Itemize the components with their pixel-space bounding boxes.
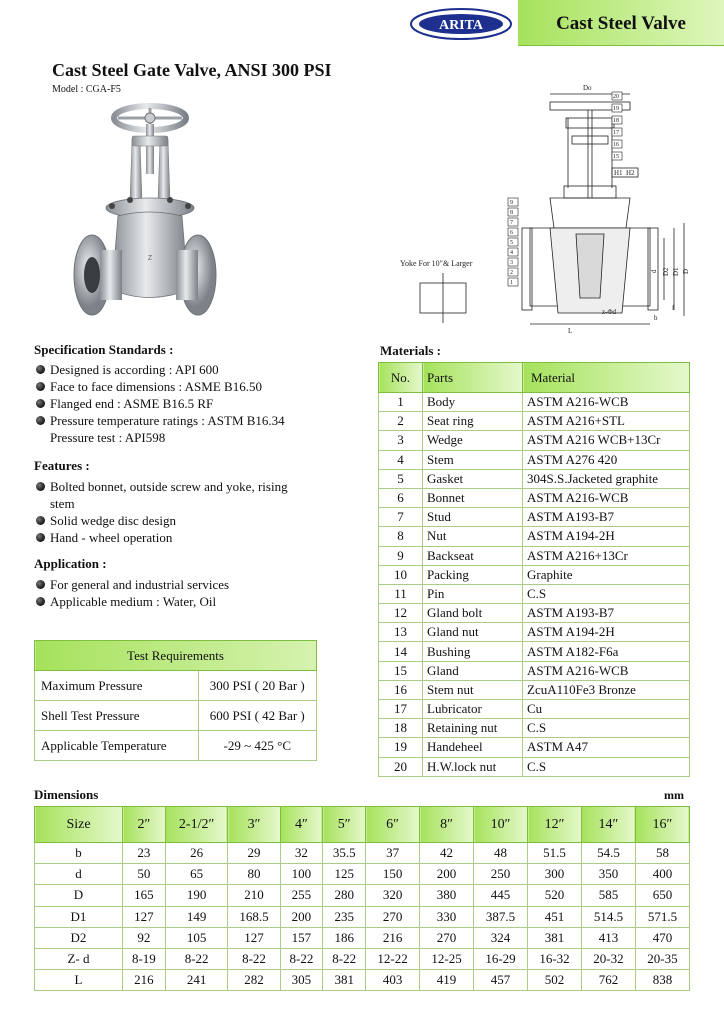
table-row: [379, 546, 690, 565]
header-band: [518, 0, 724, 46]
materials-cell-no: 3: [379, 431, 423, 450]
dimensions-cell: 8-22: [165, 948, 228, 969]
dimensions-cell: 270: [366, 906, 420, 927]
table-row: [379, 488, 690, 507]
table-row: [35, 948, 690, 969]
dimensions-cell: b: [35, 843, 123, 864]
dimensions-cell: 12-25: [420, 948, 474, 969]
bullet-icon: [36, 516, 45, 525]
dimensions-cell: 320: [366, 885, 420, 906]
materials-cell-no: 20: [379, 757, 423, 776]
dimensions-cell: D2: [35, 927, 123, 948]
materials-cell-part: Gland: [423, 661, 523, 680]
dimensions-cell: 330: [420, 906, 474, 927]
materials-cell-material: C.S: [523, 584, 690, 603]
dimensions-cell: 305: [280, 970, 323, 991]
dimensions-cell: 241: [165, 970, 228, 991]
valve-photo: [70, 100, 220, 330]
materials-cell-no: 8: [379, 527, 423, 546]
label-h1: H1: [614, 169, 623, 177]
dimensions-cell: D1: [35, 906, 123, 927]
svg-text:19: 19: [613, 106, 619, 112]
materials-cell-material: Graphite: [523, 565, 690, 584]
materials-cell-part: Retaining nut: [423, 719, 523, 738]
dimensions-cell: 20-35: [635, 948, 689, 969]
list-item-continuation: stem: [50, 496, 75, 511]
materials-cell-material: ASTM A276 420: [523, 450, 690, 469]
list-item: For general and industrial services: [34, 576, 229, 593]
dimensions-cell: D: [35, 885, 123, 906]
materials-cell-part: Stud: [423, 508, 523, 527]
label-l: L: [568, 327, 573, 335]
table-row: [379, 604, 690, 623]
arita-logo: [410, 8, 512, 40]
dimensions-cell: 350: [581, 864, 635, 885]
dimensions-cell: 413: [581, 927, 635, 948]
table-row: Shell Test Pressure 600 PSI ( 42 Bar ): [35, 701, 317, 731]
materials-cell-no: 19: [379, 738, 423, 757]
features-section: [34, 458, 288, 546]
dimensions-cell: 400: [635, 864, 689, 885]
materials-cell-part: Handeheel: [423, 738, 523, 757]
label-big-d: D: [682, 268, 690, 274]
table-row: [35, 970, 690, 991]
materials-header-no: No.: [379, 363, 423, 393]
dimensions-cell: 381: [323, 970, 366, 991]
dimensions-cell: 100: [280, 864, 323, 885]
dimensions-cell: 92: [123, 927, 166, 948]
dimensions-cell: 255: [280, 885, 323, 906]
specification-list: [34, 361, 285, 446]
dimensions-header-cell: 6″: [366, 807, 420, 843]
materials-table: [378, 362, 690, 777]
table-row: [35, 885, 690, 906]
callouts-left: [508, 198, 518, 286]
list-item: Designed is according : API 600: [34, 361, 285, 378]
dimensions-body: [35, 843, 690, 991]
materials-cell-material: ASTM A47: [523, 738, 690, 757]
materials-cell-part: Packing: [423, 565, 523, 584]
materials-cell-part: Gasket: [423, 469, 523, 488]
table-row: Applicable Temperature -29 ~ 425 °C: [35, 731, 317, 761]
table-row: Maximum Pressure 300 PSI ( 20 Bar ): [35, 671, 317, 701]
dimensions-cell: 250: [474, 864, 528, 885]
materials-cell-no: 9: [379, 546, 423, 565]
dimensions-cell: 300: [528, 864, 582, 885]
header-band-title: Cast Steel Valve: [556, 13, 686, 34]
materials-cell-part: Lubricator: [423, 700, 523, 719]
label-d2: D2: [662, 267, 670, 276]
product-title: Cast Steel Gate Valve, ANSI 300 PSI: [52, 60, 332, 80]
materials-cell-material: ASTM A182-F6a: [523, 642, 690, 661]
materials-cell-part: Wedge: [423, 431, 523, 450]
table-row: [379, 661, 690, 680]
materials-cell-part: Gland bolt: [423, 604, 523, 623]
label-d: d: [650, 269, 658, 273]
materials-cell-material: ASTM A216 WCB+13Cr: [523, 431, 690, 450]
materials-cell-part: Gland nut: [423, 623, 523, 642]
dimensions-header-cell: 5″: [323, 807, 366, 843]
dimensions-cell: 387.5: [474, 906, 528, 927]
specification-title: Specification Standards :: [34, 342, 174, 357]
dimensions-cell: 20-32: [581, 948, 635, 969]
dimensions-cell: 105: [165, 927, 228, 948]
dimensions-table: [34, 806, 690, 991]
dimensions-cell: 200: [280, 906, 323, 927]
dimensions-cell: 8-22: [323, 948, 366, 969]
dimensions-cell: 168.5: [228, 906, 280, 927]
dimensions-cell: Z- d: [35, 948, 123, 969]
application-list: [34, 576, 229, 610]
materials-header-material: Material: [523, 363, 690, 393]
dimensions-header-cell: 3″: [228, 807, 280, 843]
features-title: Features :: [34, 458, 90, 473]
application-title: Application :: [34, 556, 107, 571]
label-z-d: z-Φd: [602, 308, 617, 316]
table-row: [379, 757, 690, 776]
dimensions-cell: 16-32: [528, 948, 582, 969]
specification-section: [34, 342, 285, 446]
dimensions-cell: 26: [165, 843, 228, 864]
list-item: Hand - wheel operation: [34, 529, 288, 546]
label-h2: H2: [626, 169, 635, 177]
dimensions-title: Dimensions: [34, 787, 99, 802]
table-row: [35, 864, 690, 885]
materials-cell-material: ASTM A194-2H: [523, 527, 690, 546]
svg-text:9: 9: [510, 200, 513, 206]
dimensions-cell: 8-19: [123, 948, 166, 969]
dimensions-cell: 419: [420, 970, 474, 991]
materials-cell-part: Seat ring: [423, 412, 523, 431]
svg-text:20: 20: [613, 94, 619, 100]
materials-cell-no: 1: [379, 393, 423, 412]
svg-text:7: 7: [510, 220, 513, 226]
list-item: Flanged end : ASME B16.5 RF: [34, 395, 285, 412]
dimensions-cell: 8-22: [280, 948, 323, 969]
bullet-icon: [36, 580, 45, 589]
dimensions-cell: 165: [123, 885, 166, 906]
svg-text:6: 6: [510, 230, 513, 236]
dimensions-cell: 157: [280, 927, 323, 948]
table-row: [379, 393, 690, 412]
dimensions-cell: 16-29: [474, 948, 528, 969]
dimensions-cell: 42: [420, 843, 474, 864]
table-row: [379, 469, 690, 488]
dimensions-cell: 520: [528, 885, 582, 906]
materials-cell-material: 304S.S.Jacketed graphite: [523, 469, 690, 488]
materials-cell-material: ASTM A216+13Cr: [523, 546, 690, 565]
materials-body: [379, 393, 690, 777]
dimensions-cell: d: [35, 864, 123, 885]
dimensions-header-cell: 2-1/2″: [165, 807, 228, 843]
dimensions-cell: 58: [635, 843, 689, 864]
dimensions-cell: 451: [528, 906, 582, 927]
svg-text:3: 3: [510, 260, 513, 266]
materials-cell-no: 16: [379, 680, 423, 699]
model-number: Model : CGA-F5: [52, 84, 121, 95]
dimensions-cell: 65: [165, 864, 228, 885]
bullet-icon: [36, 382, 45, 391]
dimensions-cell: 186: [323, 927, 366, 948]
dimensions-unit: mm: [664, 788, 684, 802]
label-f: f: [672, 304, 675, 312]
table-row: [35, 843, 690, 864]
materials-cell-no: 15: [379, 661, 423, 680]
dimensions-cell: 470: [635, 927, 689, 948]
dimensions-cell: L: [35, 970, 123, 991]
materials-cell-no: 7: [379, 508, 423, 527]
dimensions-cell: 210: [228, 885, 280, 906]
test-requirements-title: Test Requirements: [35, 641, 317, 671]
dimensions-cell: 127: [123, 906, 166, 927]
materials-cell-material: ASTM A194-2H: [523, 623, 690, 642]
dimensions-cell: 50: [123, 864, 166, 885]
table-row: [379, 738, 690, 757]
drawing-lines: [420, 84, 690, 335]
svg-text:1: 1: [510, 280, 513, 286]
table-row: [379, 700, 690, 719]
list-item: Pressure temperature ratings : ASTM B16.34: [34, 412, 285, 429]
dimensions-header-cell: 4″: [280, 807, 323, 843]
materials-cell-part: Backseat: [423, 546, 523, 565]
dimensions-header-cell: 14″: [581, 807, 635, 843]
dimensions-cell: 12-22: [366, 948, 420, 969]
dimensions-cell: 216: [123, 970, 166, 991]
dimensions-cell: 51.5: [528, 843, 582, 864]
dimensions-cell: 514.5: [581, 906, 635, 927]
label-d1: D1: [672, 267, 680, 276]
materials-cell-no: 18: [379, 719, 423, 738]
list-item: Face to face dimensions : ASME B16.50: [34, 378, 285, 395]
dimensions-header-cell: 12″: [528, 807, 582, 843]
dimensions-cell: 125: [323, 864, 366, 885]
dimensions-cell: 23: [123, 843, 166, 864]
dimensions-header-cell: 16″: [635, 807, 689, 843]
dimensions-header-cell: 2″: [123, 807, 166, 843]
list-item: Bolted bonnet, outside screw and yoke, rising: [34, 478, 288, 495]
dimensions-cell: 571.5: [635, 906, 689, 927]
dimensions-cell: 457: [474, 970, 528, 991]
table-row: [379, 450, 690, 469]
materials-cell-part: Bushing: [423, 642, 523, 661]
svg-text:15: 15: [613, 154, 619, 160]
list-item: Applicable medium : Water, Oil: [34, 593, 229, 610]
svg-text:4: 4: [510, 250, 513, 256]
bullet-icon: [36, 416, 45, 425]
dimensions-cell: 37: [366, 843, 420, 864]
application-section: [34, 556, 229, 610]
svg-text:2: 2: [510, 270, 513, 276]
dimensions-cell: 127: [228, 927, 280, 948]
dimensions-cell: 80: [228, 864, 280, 885]
dimensions-cell: 282: [228, 970, 280, 991]
materials-cell-material: ZcuA110Fe3 Bronze: [523, 680, 690, 699]
materials-cell-material: ASTM A193-B7: [523, 604, 690, 623]
svg-text:16: 16: [613, 142, 619, 148]
dimensions-cell: 149: [165, 906, 228, 927]
dimensions-cell: 200: [420, 864, 474, 885]
table-row: [35, 927, 690, 948]
table-row: [379, 584, 690, 603]
table-row: [379, 527, 690, 546]
materials-cell-material: ASTM A216+STL: [523, 412, 690, 431]
dimensions-cell: 762: [581, 970, 635, 991]
materials-header-parts: Parts: [423, 363, 523, 393]
svg-text:5: 5: [510, 240, 513, 246]
dimensions-header-row: [35, 807, 690, 843]
materials-cell-no: 14: [379, 642, 423, 661]
table-row: [379, 642, 690, 661]
bullet-icon: [36, 597, 45, 606]
dimensions-cell: 585: [581, 885, 635, 906]
bullet-icon: [36, 533, 45, 542]
svg-text:17: 17: [613, 130, 619, 136]
test-requirements-table: [34, 640, 317, 761]
label-do: Do: [583, 84, 592, 92]
materials-cell-part: Body: [423, 393, 523, 412]
list-item-continuation: Pressure test : API598: [50, 430, 166, 445]
table-row: [379, 412, 690, 431]
dimensions-cell: 650: [635, 885, 689, 906]
logo-text: ARITA: [438, 18, 484, 33]
features-list: [34, 478, 288, 546]
dimensions-cell: 35.5: [323, 843, 366, 864]
dimensions-header-cell: 10″: [474, 807, 528, 843]
materials-cell-material: Cu: [523, 700, 690, 719]
materials-cell-no: 10: [379, 565, 423, 584]
table-row: [35, 906, 690, 927]
materials-cell-no: 17: [379, 700, 423, 719]
dimensions-cell: 48: [474, 843, 528, 864]
dimensions-cell: 445: [474, 885, 528, 906]
svg-text:Z: Z: [147, 255, 153, 262]
bullet-icon: [36, 482, 45, 491]
table-row: [379, 565, 690, 584]
materials-title: Materials :: [380, 343, 442, 358]
dimensions-cell: 32: [280, 843, 323, 864]
dimensions-cell: 270: [420, 927, 474, 948]
dimensions-cell: 150: [366, 864, 420, 885]
yoke-note: Yoke For 10″& Larger: [400, 259, 473, 268]
dimensions-cell: 324: [474, 927, 528, 948]
dimensions-cell: 54.5: [581, 843, 635, 864]
dimensions-header-cell: 8″: [420, 807, 474, 843]
dimensions-cell: 380: [420, 885, 474, 906]
table-row: [379, 508, 690, 527]
svg-text:18: 18: [613, 118, 619, 124]
dimensions-cell: 216: [366, 927, 420, 948]
bullet-icon: [36, 365, 45, 374]
dimensions-cell: 403: [366, 970, 420, 991]
table-row: [379, 431, 690, 450]
materials-cell-no: 4: [379, 450, 423, 469]
dimensions-cell: 190: [165, 885, 228, 906]
dimensions-cell: 235: [323, 906, 366, 927]
materials-cell-material: ASTM A193-B7: [523, 508, 690, 527]
materials-cell-no: 11: [379, 584, 423, 603]
materials-cell-part: Nut: [423, 527, 523, 546]
materials-cell-part: H.W.lock nut: [423, 757, 523, 776]
technical-drawing: [400, 78, 696, 336]
materials-cell-part: Pin: [423, 584, 523, 603]
materials-cell-material: ASTM A216-WCB: [523, 488, 690, 507]
materials-cell-no: 13: [379, 623, 423, 642]
dimensions-header-cell: Size: [35, 807, 123, 843]
svg-text:8: 8: [510, 210, 513, 216]
materials-cell-no: 6: [379, 488, 423, 507]
materials-cell-part: Bonnet: [423, 488, 523, 507]
materials-cell-material: C.S: [523, 757, 690, 776]
materials-cell-no: 12: [379, 604, 423, 623]
dimensions-cell: 280: [323, 885, 366, 906]
bullet-icon: [36, 399, 45, 408]
dimensions-cell: 838: [635, 970, 689, 991]
materials-cell-part: Stem: [423, 450, 523, 469]
table-row: [379, 719, 690, 738]
materials-cell-part: Stem nut: [423, 680, 523, 699]
list-item: Solid wedge disc design: [34, 512, 288, 529]
dimensions-cell: 502: [528, 970, 582, 991]
table-row: [379, 680, 690, 699]
dimensions-cell: 8-22: [228, 948, 280, 969]
materials-cell-material: ASTM A216-WCB: [523, 393, 690, 412]
dimensions-cell: 381: [528, 927, 582, 948]
label-b: b: [654, 314, 658, 322]
materials-cell-material: C.S: [523, 719, 690, 738]
materials-cell-no: 5: [379, 469, 423, 488]
materials-cell-no: 2: [379, 412, 423, 431]
dimensions-cell: 29: [228, 843, 280, 864]
table-row: [379, 623, 690, 642]
materials-cell-material: ASTM A216-WCB: [523, 661, 690, 680]
